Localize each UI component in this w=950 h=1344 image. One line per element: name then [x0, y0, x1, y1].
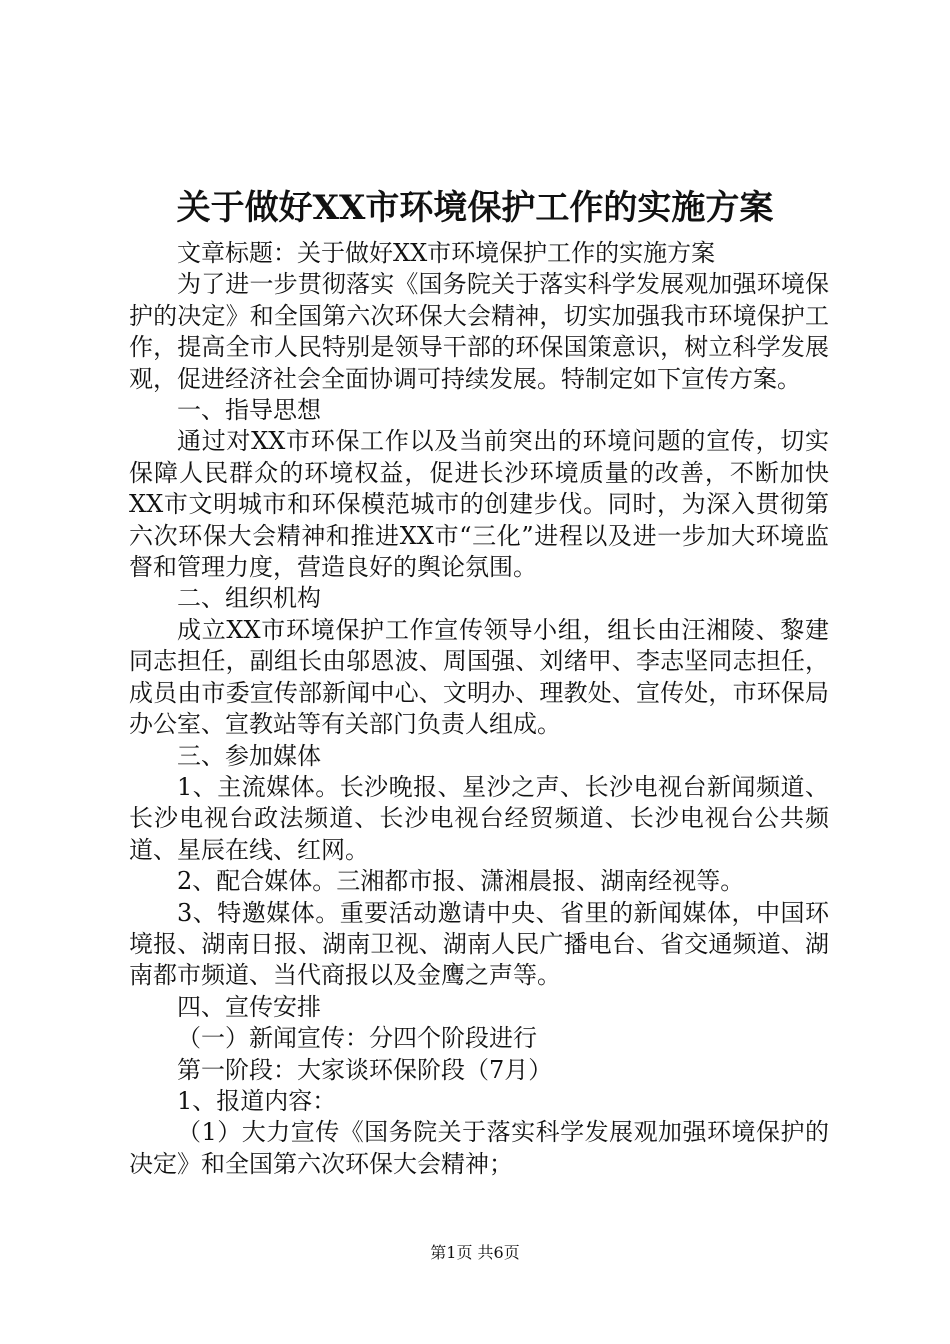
subsection-news: （一）新闻宣传：分四个阶段进行: [177, 1024, 537, 1053]
section-heading-guiding-ideology: 一、指导思想: [177, 396, 321, 425]
stage-one-heading: 第一阶段：大家谈环保阶段（7月）: [177, 1055, 553, 1084]
report-content-heading: 1、报道内容：: [177, 1086, 337, 1115]
document-body: [129, 238, 829, 1180]
section-heading-media: 三、参加媒体: [177, 741, 321, 770]
media-item-mainstream: 1、主流媒体。长沙晚报、星沙之声、长沙电视台新闻频道、长沙电视台政法频道、长沙电视台经贸频道、长沙电视台公共频道、星辰在线、红网。: [129, 772, 829, 864]
document-title: 关于做好XX市环境保护工作的实施方案: [176, 188, 774, 228]
page-number: 第1页 共6页: [430, 1243, 520, 1262]
section-heading-organization: 二、组织机构: [177, 584, 321, 613]
intro-paragraph: 为了进一步贯彻落实《国务院关于落实科学发展观加强环境保护的决定》和全国第六次环保大会精神，切实加强我市环境保护工作，提高全市人民特别是领导干部的环保国策意识，树立科学发展观，促进经济社会全面协调可持续发展。特制定如下宣传方案。: [129, 270, 829, 393]
media-item-supporting: 2、配合媒体。三湘都市报、潇湘晨报、湖南经视等。: [177, 867, 745, 896]
report-content-item-1: （1）大力宣传《国务院关于落实科学发展观加强环境保护的决定》和全国第六次环保大会精神；: [129, 1118, 829, 1178]
section-heading-arrangement: 四、宣传安排: [177, 992, 321, 1021]
media-item-invited: 3、特邀媒体。重要活动邀请中央、省里的新闻媒体，中国环境报、湖南日报、湖南卫视、湖南人民广播电台、省交通频道、湖南都市频道、当代商报以及金鹰之声等。: [129, 898, 829, 990]
guiding-ideology-paragraph: 通过对XX市环保工作以及当前突出的环境问题的宣传，切实保障人民群众的环境权益，促进长沙环境质量的改善，不断加快XX市文明城市和环保模范城市的创建步伐。同时，为深入贯彻第六次环保大会精神和推进XX市“三化”进程以及进一步加大环境监督和管理力度，营造良好的舆论氛围。: [129, 427, 829, 582]
article-title-line: 文章标题：关于做好XX市环境保护工作的实施方案: [177, 239, 716, 267]
organization-paragraph: 成立XX市环境保护工作宣传领导小组，组长由汪湘陵、黎建同志担任，副组长由邬恩波、周国强、刘绪甲、李志坚同志担任，成员由市委宣传部新闻中心、文明办、理教处、宣传处，市环保局办公室、宣教站等有关部门负责人组成。: [129, 615, 829, 739]
